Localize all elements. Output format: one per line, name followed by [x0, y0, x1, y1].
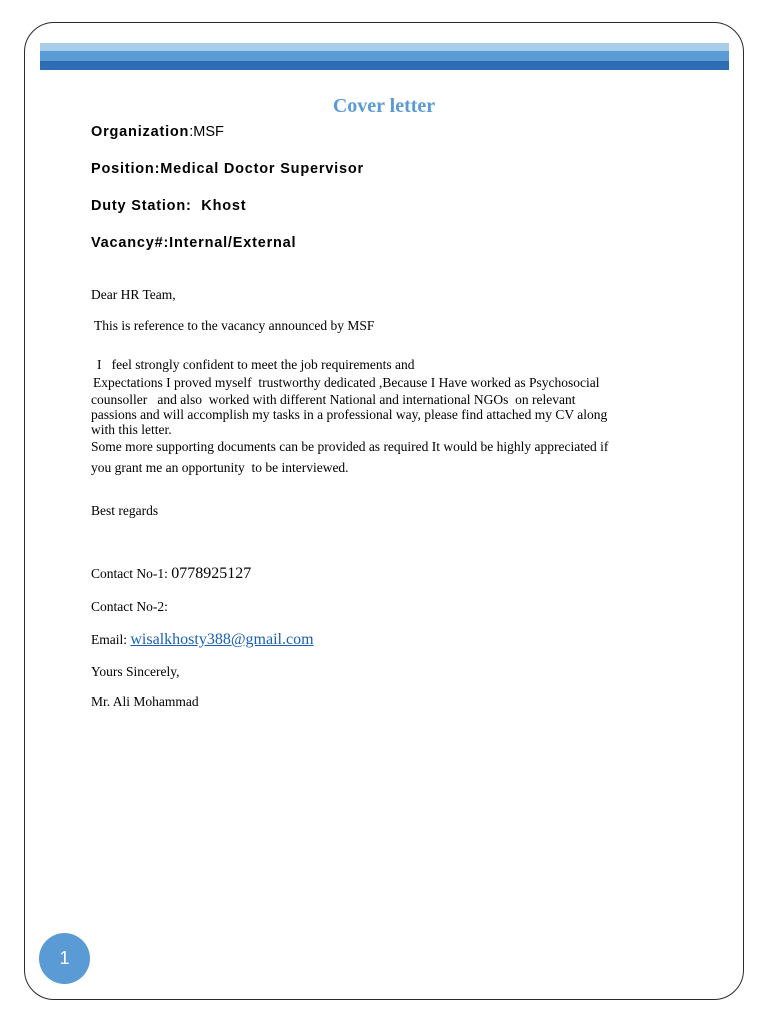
body-line: I feel strongly confident to meet the job requirements and	[97, 357, 415, 372]
signer-name: Mr. Ali Mohammad	[91, 694, 199, 709]
position-label: Position:	[91, 161, 161, 177]
contact-1-label: Contact No-1:	[91, 566, 172, 581]
position-value: Medical Doctor Supervisor	[160, 161, 364, 177]
letter-body	[91, 356, 681, 479]
organization-value: :MSF	[189, 124, 224, 140]
vacancy-field	[91, 235, 296, 251]
body-line: you grant me an opportunity to be interviewed.	[91, 460, 349, 475]
body-line: passions and will accomplish my tasks in a professional way, please find attached my CV along	[91, 407, 608, 422]
page-number-badge	[39, 933, 90, 984]
header-band-mid	[40, 51, 729, 61]
body-line: counsoller and also worked with different National and international NGOs on relevant	[91, 392, 576, 407]
duty-station-value: Khost	[201, 198, 247, 214]
email-row	[91, 631, 314, 649]
email-label: Email:	[91, 632, 131, 647]
body-line: Some more supporting documents can be provided as required It would be highly appreciated if	[91, 439, 609, 454]
contact-2-label: Contact No-2:	[91, 599, 168, 614]
body-line: with this letter.	[91, 422, 172, 437]
header-band-dark	[40, 61, 729, 70]
page-number: 1	[59, 948, 70, 968]
position-field	[91, 161, 364, 177]
vacancy-label: Vacancy#:	[91, 235, 170, 251]
header-band-light	[40, 43, 729, 51]
sign-off: Yours Sincerely,	[91, 664, 180, 679]
email-link[interactable]: wisalkhosty388@gmail.com	[130, 631, 314, 648]
organization-label: Organization	[91, 124, 190, 140]
body-line: Expectations I proved myself trustworthy dedicated ,Because I Have worked as Psychosocial	[93, 375, 600, 390]
reference-line: This is reference to the vacancy announced by MSF	[94, 318, 375, 333]
closing: Best regards	[91, 503, 159, 518]
organization-field	[91, 124, 224, 140]
document-title: Cover letter	[332, 95, 436, 117]
contact-1	[91, 565, 251, 583]
duty-station-label: Duty Station:	[91, 198, 192, 214]
duty-station-field	[91, 198, 246, 214]
vacancy-value: Internal/External	[169, 235, 297, 251]
salutation: Dear HR Team,	[91, 287, 176, 302]
contact-1-value: 0778925127	[171, 565, 252, 582]
